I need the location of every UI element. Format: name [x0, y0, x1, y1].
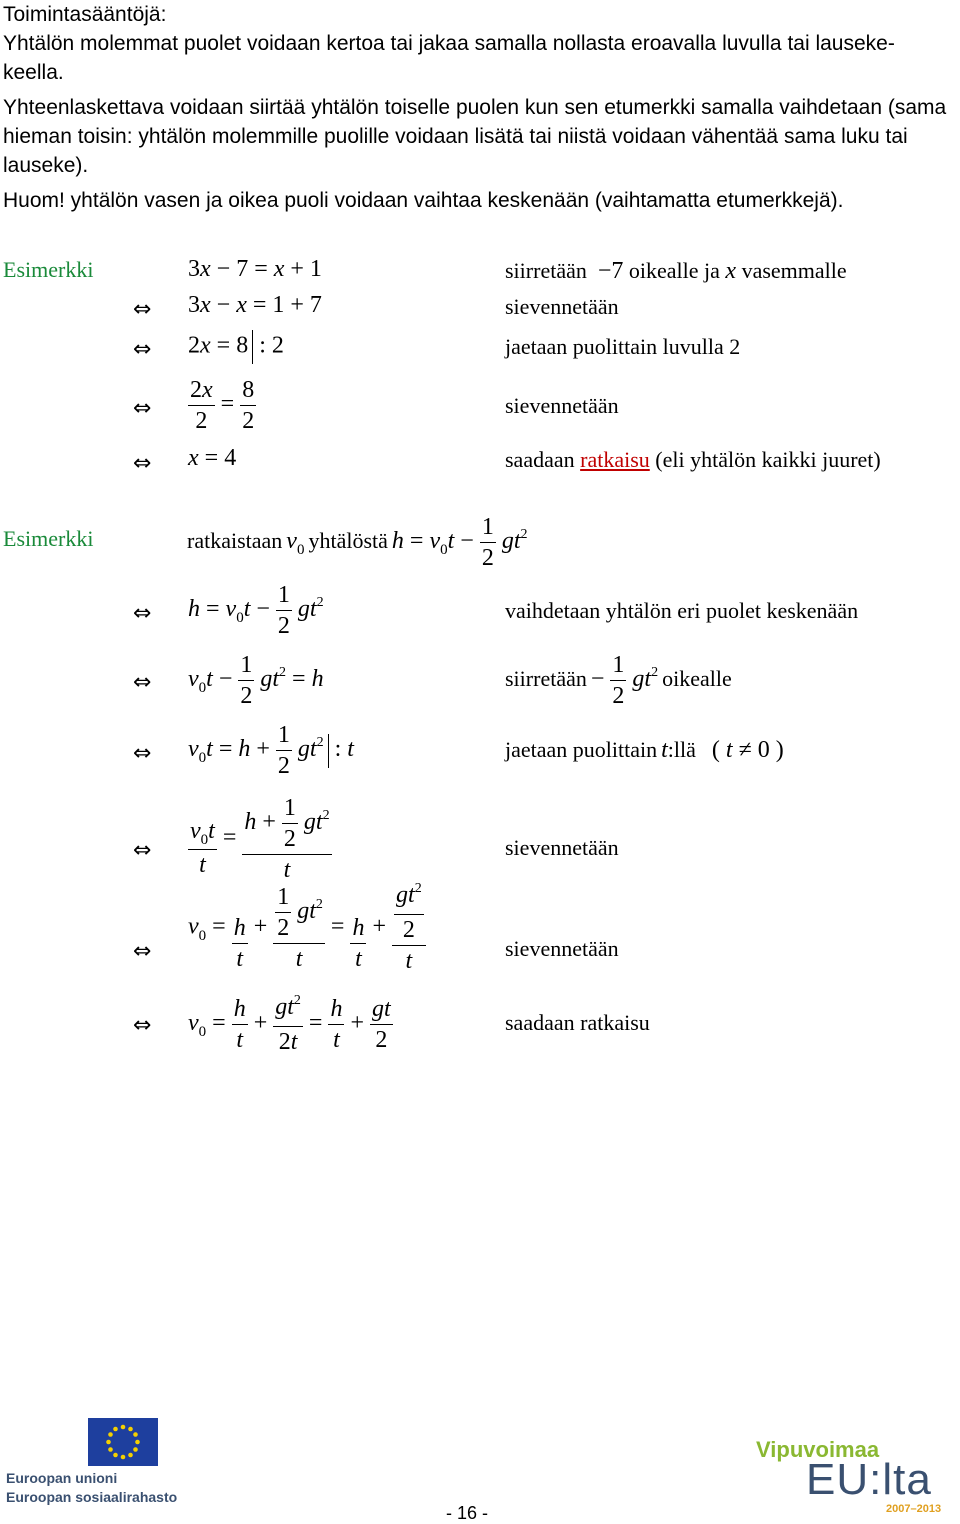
ex2-intro: ratkaistaan $v_0$ yhtälöstä $h = v_0t$ − $\frac{1}{2}$ $gt^2$	[187, 514, 528, 571]
ex2-eq5: $v_0$ = $\frac{h}{t}$ + $\frac{1}{2}$ $gt^2$ t = $\frac{h}{t}$ + $\frac{\frac{gt^2}{2}}{t}$	[188, 880, 426, 976]
years-text: 2007–2013	[886, 1503, 942, 1515]
ex1-comment1: siirretään −7 oikealle ja x vasemmalle	[505, 258, 847, 284]
ex1-eq4: $\frac{2x}{2}$ = $\frac{8}{2}$	[190, 377, 255, 434]
equiv-icon: ⇔	[133, 337, 152, 362]
ex1-comment3: jaetaan puolittain luvulla 2	[505, 334, 741, 359]
eu-flag-icon	[4, 1418, 160, 1473]
ratkaisu-link[interactable]: ratkaisu	[580, 447, 650, 472]
ex1-eq1: 3x − 7 = x + 1	[188, 256, 322, 282]
ex1-eq5: x = 4	[188, 445, 237, 471]
equiv-icon: ⇔	[133, 451, 152, 476]
eulta-logo: EU:lta	[806, 1455, 932, 1504]
ex1-comment2: sievennetään	[505, 294, 619, 319]
equiv-icon: ⇔	[133, 297, 152, 322]
ex1-comment4: sievennetään	[505, 393, 619, 418]
equiv-icon: ⇔	[133, 939, 152, 964]
page-number: - 16 -	[446, 1503, 489, 1523]
rule-swap-sides: Huom! yhtälön vasen ja oikea puoli voidaan vaihtaa keskenään (vaihtamatta etumerkkejä).	[3, 189, 844, 212]
ex1-eq3: 2x = 8 : 2	[188, 330, 284, 364]
ex1-eq2: 3x − x = 1 + 7	[188, 292, 322, 318]
ex2-eq3: $v_0t = h$ + $\frac{1}{2}$ $gt^2$ : t	[188, 722, 354, 779]
intro-section	[3, 0, 958, 215]
ex2-comment3: jaetaan puolittain t:llä ( t ≠ 0 )	[505, 737, 784, 763]
ex2-comment1: vaihdetaan yhtälön eri puolet keskenään	[505, 598, 859, 623]
example1-label: Esimerkki	[3, 257, 94, 282]
ex2-eq2: $v_0t$ − $\frac{1}{2}$ $gt^2 = h$	[188, 652, 324, 709]
ex2-comment5: sievennetään	[505, 936, 619, 961]
example2-label: Esimerkki	[3, 526, 94, 551]
equiv-icon: ⇔	[133, 741, 152, 766]
equiv-icon: ⇔	[133, 601, 152, 626]
ex2-eq1: $h = v_0t$ − $\frac{1}{2}$ $gt^2$	[188, 582, 324, 639]
rule-multiply: Yhtälön molemmat puolet voidaan kertoa tai jakaa samalla nollasta eroavalla luvulla tai lauseke- keella.	[3, 32, 895, 84]
equiv-icon: ⇔	[133, 670, 152, 695]
equiv-icon: ⇔	[133, 838, 152, 863]
esr-text: Euroopan sosiaalirahasto	[6, 1489, 178, 1505]
ex2-comment6: saadaan ratkaisu	[505, 1010, 650, 1035]
rules-heading: Toimintasääntöjä:	[3, 3, 167, 26]
eu-union-text: Euroopan unioni	[6, 1470, 118, 1486]
ex2-eq6: $v_0$ = $\frac{h}{t}$ + $\frac{gt^2}{2t}$ = $\frac{h}{t}$ + $\frac{gt}{2}$	[188, 993, 391, 1055]
rule-move-term: Yhteenlaskettava voidaan siirtää yhtälön toiselle puolen kun sen etumerkki samalla vaihdetaan (sama hieman toisin: yhtälön molemmille puolille voidaan lisätä tai niistä voidaan vähentää sama luku tai lauseke).	[3, 96, 947, 177]
vipuvoimaa-logo: Vipuvoimaa	[756, 1437, 880, 1462]
ex2-comment2: siirretään − $\frac{1}{2}$ $gt^2$ oikealle	[505, 652, 732, 709]
ex2-comment4: sievennetään	[505, 835, 619, 860]
equiv-icon: ⇔	[133, 396, 152, 421]
ex2-eq4: $\frac{v_0t}{t}$ = h + $\frac{1}{2}$ $gt^2$ t	[190, 795, 330, 883]
ex1-comment5: saadaan ratkaisu (eli yhtälön kaikki juuret)	[505, 447, 881, 472]
equiv-icon: ⇔	[133, 1013, 152, 1038]
